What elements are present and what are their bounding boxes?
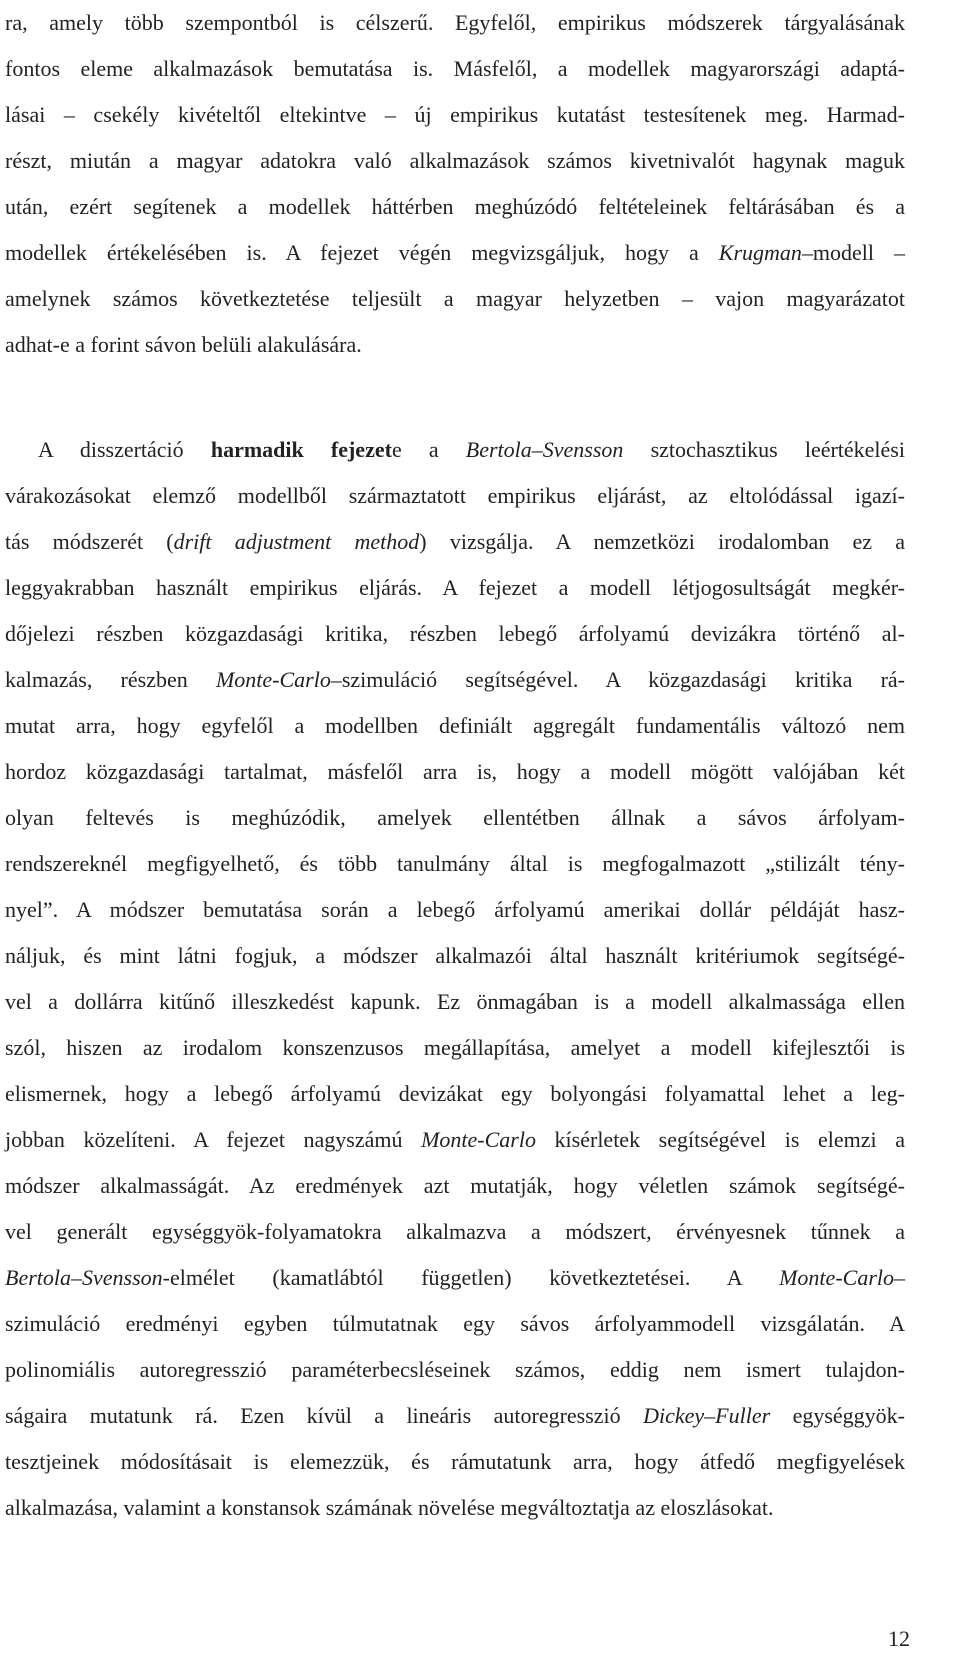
- text-segment: -elmélet (kamatlábtól független) következtetései. A: [162, 1265, 780, 1290]
- text-line: lásai – csekély kivételtől eltekintve – új empirikus kutatást testesítenek meg. Harmad-: [5, 102, 905, 127]
- text-segment: modellek értékelésében is. A fejezet végén megvizsgáljuk, hogy a: [5, 240, 719, 265]
- text-line: [5, 1393, 905, 1439]
- text-segment: sztochasztikus leértékelési: [623, 437, 905, 462]
- text-segment: kísérletek segítségével is elemzi a: [535, 1127, 905, 1152]
- text-line: szimuláció eredményi egyben túlmutatnak egy sávos árfolyammodell vizsgálatán. A: [5, 1311, 905, 1336]
- text-line: mutat arra, hogy egyfelől a modellben definiált aggregált fundamentális változó nem: [5, 713, 905, 738]
- text-segment: jobban közelíteni. A fejezet nagyszámú: [5, 1127, 422, 1152]
- text-segment: –szimuláció segítségével. A közgazdasági kritika rá-: [330, 667, 906, 692]
- text-segment: kalmazás, részben: [5, 667, 216, 692]
- text-line: nyel”. A módszer bemutatása során a lebegő árfolyamú amerikai dollár példáját hasz-: [5, 897, 905, 922]
- text-segment: ságaira mutatunk rá. Ezen kívül a lineáris autoregresszió: [5, 1403, 644, 1428]
- text-line: tesztjeinek módosításait is elemezzük, és rámutatunk arra, hogy átfedő megfigyelések: [5, 1449, 905, 1474]
- italic-term-monte-carlo: Monte-Carlo–: [779, 1265, 905, 1290]
- italic-term-krugman: Krugman: [718, 240, 802, 265]
- text-line: hordoz közgazdasági tartalmat, másfelől arra is, hogy a modell mögött valójában két: [5, 759, 905, 784]
- text-line: olyan feltevés is meghúzódik, amelyek ellentétben állnak a sávos árfolyam-: [5, 805, 905, 830]
- text-segment: e a: [391, 437, 466, 462]
- text-segment: ) vizsgálja. A nemzetközi irodalomban ez a: [419, 529, 905, 554]
- italic-term-monte-carlo: Monte-Carlo: [421, 1127, 536, 1152]
- text-line: fontos eleme alkalmazások bemutatása is. Másfelől, a modellek magyarországi adaptá-: [5, 56, 905, 81]
- text-segment: –modell –: [801, 240, 905, 265]
- text-line: után, ezért segítenek a modellek háttérben meghúzódó feltételeinek feltárásában és a: [5, 194, 905, 219]
- text-line: részt, miután a magyar adatokra való alkalmazások számos kivetnivalót hagynak maguk: [5, 148, 905, 173]
- bold-term-chapter: harmadik fejezet: [210, 437, 392, 462]
- italic-term-bertola-svensson: Bertola–Svensson: [5, 1265, 163, 1290]
- text-line: [5, 657, 905, 703]
- text-line: ra, amely több szempontból is célszerű. Egyfelől, empirikus módszerek tárgyalásának: [5, 10, 905, 35]
- italic-term-monte-carlo: Monte-Carlo: [215, 667, 331, 692]
- text-segment: A disszertáció: [38, 437, 211, 462]
- text-line: náljuk, és mint látni fogjuk, a módszer alkalmazói által használt kritériumok segítségé-: [5, 943, 905, 968]
- text-line: várakozásokat elemző modellből származtatott empirikus eljárást, az eltolódással igazí-: [5, 483, 905, 508]
- text-line: módszer alkalmasságát. Az eredmények azt mutatják, hogy véletlen számok segítségé-: [5, 1173, 905, 1198]
- text-line: polinomiális autoregresszió paraméterbecsléseinek számos, eddig nem ismert tulajdon-: [5, 1357, 905, 1382]
- page-number: 12: [888, 1626, 910, 1651]
- text-line: szól, hiszen az irodalom konszenzusos megállapítása, amelyet a modell kifejlesztői is: [5, 1035, 905, 1060]
- italic-term-drift: drift adjustment method: [173, 529, 420, 554]
- paragraph-krugman-intro: [5, 0, 905, 368]
- text-line: adhat-e a forint sávon belüli alakulására.: [5, 332, 362, 357]
- text-segment: egységgyök-: [770, 1403, 905, 1428]
- italic-term-bertola-svensson: Bertola–Svensson: [465, 437, 624, 462]
- text-line: dőjelezi részben közgazdasági kritika, részben lebegő árfolyamú devizákra történő al-: [5, 621, 905, 646]
- text-line: [5, 427, 905, 473]
- text-line: leggyakrabban használt empirikus eljárás. A fejezet a modell létjogosultságát megkér-: [5, 575, 905, 600]
- text-line: [5, 230, 905, 276]
- italic-term-dickey-fuller: Dickey–Fuller: [643, 1403, 771, 1428]
- text-line: elismernek, hogy a lebegő árfolyamú devizákat egy bolyongási folyamattal lehet a leg-: [5, 1081, 905, 1106]
- text-line: [5, 519, 905, 565]
- text-line: [5, 1255, 905, 1301]
- text-segment: tás módszerét (: [5, 529, 174, 554]
- text-line: [5, 1117, 905, 1163]
- text-line: rendszereknél megfigyelhető, és több tanulmány által is megfogalmazott „stilizált tény-: [5, 851, 905, 876]
- text-line: alkalmazása, valamint a konstansok számának növelése megváltoztatja az eloszlásokat.: [5, 1495, 774, 1520]
- text-line: vel generált egységgyök-folyamatokra alkalmazva a módszert, érvényesnek tűnnek a: [5, 1219, 905, 1244]
- text-line: vel a dollárra kitűnő illeszkedést kapunk. Ez önmagában is a modell alkalmassága ellen: [5, 989, 905, 1014]
- text-line: amelynek számos következtetése teljesült a magyar helyzetben – vajon magyarázatot: [5, 286, 905, 311]
- paragraph-third-chapter: [5, 427, 905, 1531]
